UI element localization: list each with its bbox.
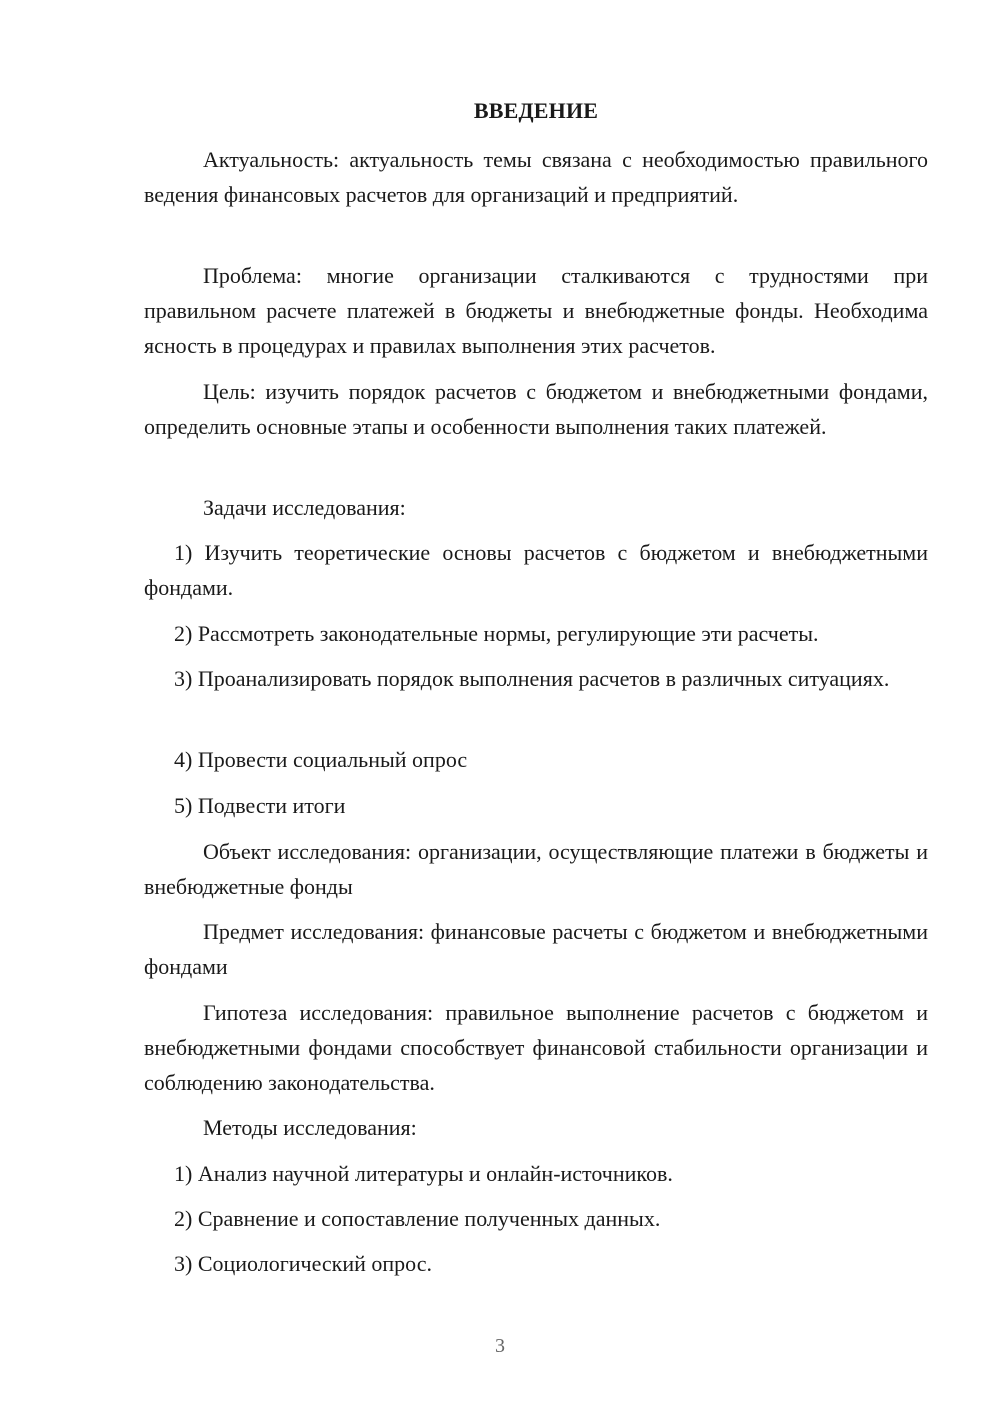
list-item-task-1: 1) Изучить теоретические основы расчетов с бюджетом и внебюджетными фондами. — [144, 540, 928, 600]
list-item-method-3: 3) Социологический опрос. — [174, 1251, 432, 1276]
paragraph-problem: Проблема: многие организации сталкиваются с трудностями при правильном расчете платежей в бюджеты и внебюджетные фонды. Необходима ясность в процедурах и правилах выполнения этих расчетов. — [144, 263, 928, 358]
section-title: ВВЕДЕНИЕ — [473, 98, 599, 123]
paragraph-tasks-heading: Задачи исследования: — [203, 495, 406, 520]
list-item-task-5: 5) Подвести итоги — [174, 793, 346, 818]
list-item-task-2: 2) Рассмотреть законодательные нормы, регулирующие эти расчеты. — [174, 621, 819, 646]
paragraph-relevance: Актуальность: актуальность темы связана с необходимостью правильного ведения финансовых расчетов для организаций и предприятий. — [144, 147, 928, 207]
page-number: 3 — [495, 1335, 505, 1357]
paragraph-goal: Цель: изучить порядок расчетов с бюджетом и внебюджетными фондами, определить основные этапы и особенности выполнения таких платежей. — [144, 379, 928, 439]
paragraph-methods-heading: Методы исследования: — [203, 1115, 417, 1140]
paragraph-object: Объект исследования: организации, осуществляющие платежи в бюджеты и внебюджетные фонды — [144, 839, 928, 899]
paragraph-subject: Предмет исследования: финансовые расчеты с бюджетом и внебюджетными фондами — [144, 919, 928, 979]
paragraph-hypothesis: Гипотеза исследования: правильное выполнение расчетов с бюджетом и внебюджетными фондами способствует финансовой стабильности организации и соблюдению законодательства. — [144, 1000, 928, 1095]
list-item-method-1: 1) Анализ научной литературы и онлайн-источников. — [174, 1161, 673, 1186]
list-item-method-2: 2) Сравнение и сопоставление полученных данных. — [174, 1206, 661, 1231]
list-item-task-4: 4) Провести социальный опрос — [174, 747, 468, 772]
list-item-task-3: 3) Проанализировать порядок выполнения расчетов в различных ситуациях. — [174, 666, 890, 691]
